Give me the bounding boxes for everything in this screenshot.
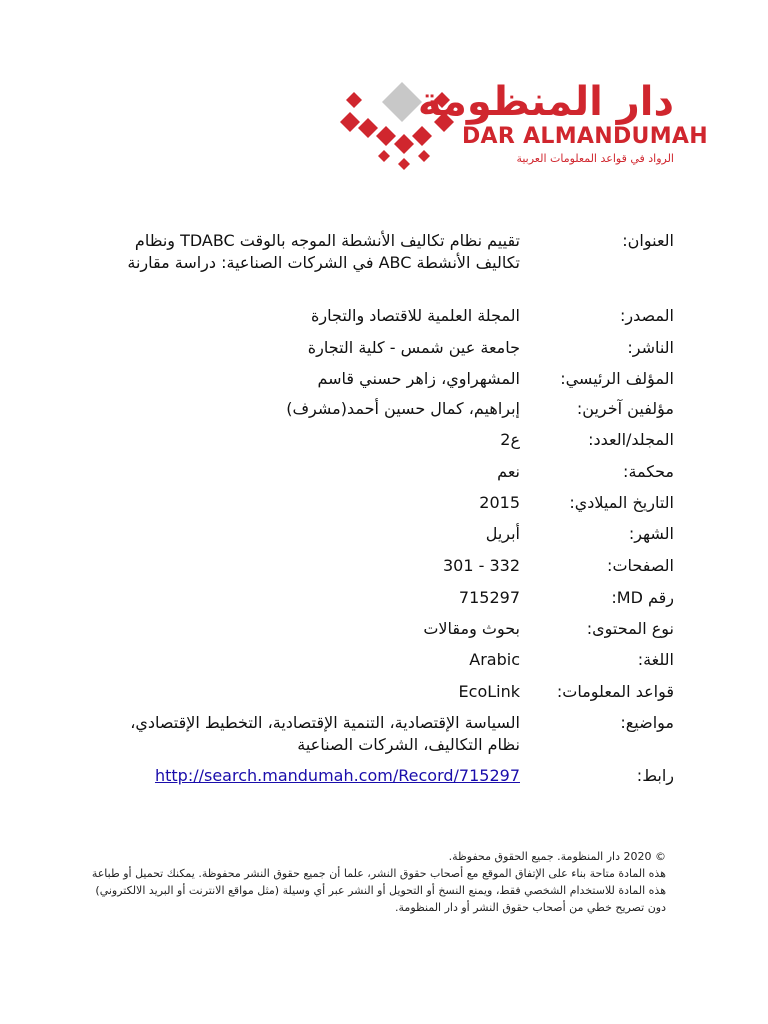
md-label: رقم MD: bbox=[611, 588, 674, 607]
subjects-value: السياسة الإقتصادية، التنمية الإقتصادية، التخطيط الإقتصادي، نظام التكاليف، الشركات الصناعية bbox=[130, 713, 520, 754]
content-type-label: نوع المحتوى: bbox=[586, 619, 674, 638]
month-label: الشهر: bbox=[628, 524, 674, 543]
logo-english-name: DAR ALMANDUMAH bbox=[462, 124, 708, 149]
title-value: تقييم نظام تكاليف الأنشطة الموجه بالوقت TDABC ونظام تكاليف الأنشطة ABC في الشركات الصناعية: دراسة مقارنة bbox=[127, 231, 520, 272]
databases-value: EcoLink bbox=[458, 682, 520, 701]
logo-diamond-mid-a bbox=[376, 126, 396, 146]
rights-notice: هذه المادة متاحة بناء على الإتفاق الموقع مع أصحاب حقوق النشر، علما أن جميع حقوق النشر محفوظة. يمكنك تحميل أو طباعة هذه المادة للاستخدام الشخصي فقط، ويمنع النسخ أو التحويل أو النشر عبر أي وسيلة (مثل مواقع الانترنت أو البريد الالكتروني) دون تصريح خطي من أصحاب حقوق النشر أو دار المنظومة. bbox=[91, 867, 666, 914]
link-value-wrapper bbox=[100, 765, 520, 787]
year-value: 2015 bbox=[479, 493, 520, 512]
pages-label: الصفحات: bbox=[607, 556, 674, 575]
content-type-value: بحوث ومقالات bbox=[423, 619, 520, 638]
refereed-value: نعم bbox=[497, 462, 520, 481]
volume-value: ع2 bbox=[500, 430, 520, 449]
other-authors-value: إبراهيم، كمال حسين أحمد(مشرف) bbox=[286, 399, 520, 418]
logo-arabic-name: دار المنظومة bbox=[417, 79, 674, 125]
copyright-footer bbox=[76, 848, 666, 916]
logo-diamond-left-top bbox=[346, 92, 362, 108]
link-label: رابط: bbox=[636, 766, 674, 785]
publisher-value: جامعة عين شمس - كلية التجارة bbox=[307, 338, 520, 357]
other-authors-label: مؤلفين آخرين: bbox=[576, 399, 674, 418]
pages-value: 301 - 332 bbox=[442, 556, 520, 575]
language-label: اللغة: bbox=[637, 650, 674, 669]
logo-diamond-left-low bbox=[358, 118, 378, 138]
title-label: العنوان: bbox=[622, 231, 674, 250]
refereed-label: محكمة: bbox=[623, 462, 674, 481]
logo-diamond-mid-b bbox=[394, 134, 414, 154]
publisher-logo bbox=[338, 78, 708, 174]
main-author-label: المؤلف الرئيسي: bbox=[560, 369, 674, 388]
md-value: 715297 bbox=[458, 588, 520, 607]
copyright-line: © 2020 دار المنظومة. جميع الحقوق محفوظة. bbox=[448, 850, 666, 863]
logo-diamond-bottom-b bbox=[398, 158, 410, 170]
logo-diamond-mid-c bbox=[412, 126, 432, 146]
logo-tagline: الرواد في قواعد المعلومات العربية bbox=[516, 152, 674, 165]
month-value: أبريل bbox=[485, 524, 520, 543]
record-link[interactable]: http://search.mandumah.com/Record/715297 bbox=[154, 766, 520, 785]
source-value: المجلة العلمية للاقتصاد والتجارة bbox=[311, 306, 520, 325]
logo-diamond-bottom-c bbox=[418, 150, 430, 162]
year-label: التاريخ الميلادي: bbox=[569, 493, 674, 512]
source-label: المصدر: bbox=[620, 306, 674, 325]
logo-diamond-left-mid bbox=[340, 112, 360, 132]
logo-diamond-bottom-a bbox=[378, 150, 390, 162]
publisher-label: الناشر: bbox=[627, 338, 674, 357]
databases-label: قواعد المعلومات: bbox=[556, 682, 674, 701]
language-value: Arabic bbox=[469, 650, 520, 669]
subjects-label: مواضيع: bbox=[620, 713, 674, 732]
volume-label: المجلد/العدد: bbox=[588, 430, 674, 449]
logo-center-diamond bbox=[382, 82, 422, 122]
main-author-value: المشهراوي، زاهر حسني قاسم bbox=[317, 369, 520, 388]
